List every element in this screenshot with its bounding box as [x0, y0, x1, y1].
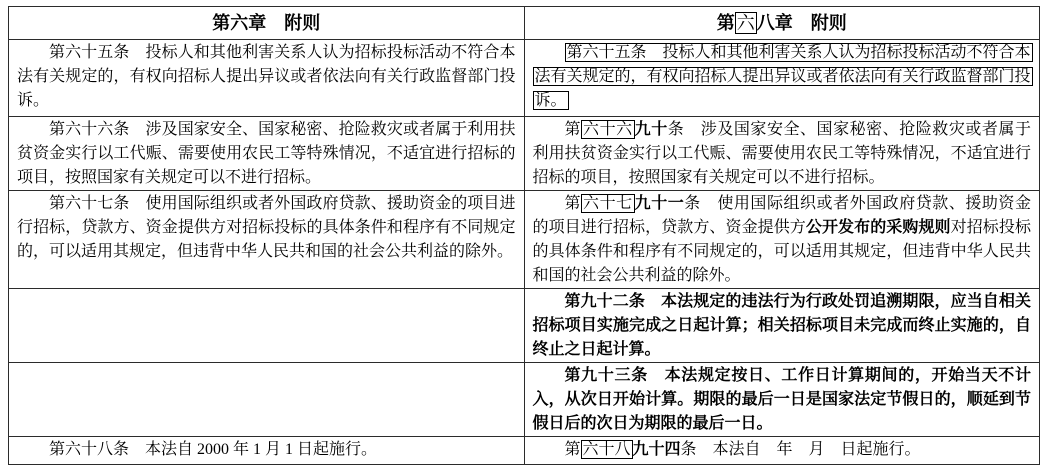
new-article-90-cell	[524, 117, 1040, 191]
new-article-94-cell	[524, 437, 1040, 465]
inserted-number-94: 九十四	[632, 441, 681, 458]
article-90-body: 条 涉及国家安全、国家秘密、抢险救灾或者属于利用扶贫资金实行以工代赈、需要使用农民工等特殊情况，不适宜进行招标的项目，按照国家有关规定可以不进行招标。	[532, 121, 1031, 186]
new-chapter-title-pre: 第	[716, 13, 735, 33]
old-chapter-title: 第六章 附则	[212, 13, 321, 33]
new-article-92-paragraph	[533, 290, 1032, 362]
new-article-91-cell	[524, 191, 1040, 289]
new-article-94-paragraph	[533, 438, 1032, 462]
article-91-pre: 第	[564, 195, 582, 212]
inserted-number-91: 九十一	[634, 195, 685, 212]
old-empty-cell-2	[9, 363, 525, 437]
comparison-table	[8, 6, 1040, 465]
header-old-chapter	[9, 7, 525, 40]
new-chapter-title-rest: 八章 附则	[756, 13, 847, 33]
article-91-body-1: 条 使用国际组织或者外国政府贷款、援助资金的项目进行招标，贷款方、资金提供方	[532, 195, 1031, 236]
deleted-number-68: 六十八	[582, 441, 631, 458]
table-header-row	[9, 7, 1040, 40]
deleted-article-65-paragraph	[533, 41, 1032, 113]
old-article-67-text: 第六十七条 使用国际组织或者外国政府贷款、援助资金的项目进行招标，贷款方、资金提供方对招标投标的具体条件和程序有不同规定的，可以适用其规定，但违背中华人民共和国的社会公共利益的除外。	[17, 195, 516, 260]
old-article-65-text: 第六十五条 投标人和其他利害关系人认为招标投标活动不符合本法有关规定的，有权向招标人提出异议或者依法向有关行政监督部门投诉。	[17, 44, 516, 109]
inserted-phrase-procurement-rules: 公开发布的采购规则	[805, 219, 951, 236]
article-94-pre: 第	[564, 441, 581, 458]
header-new-chapter	[524, 7, 1040, 40]
deleted-chapter-number: 六	[736, 13, 755, 33]
inserted-article-92-text: 第九十二条 本法规定的违法行为行政处罚追溯期限，应当自相关招标项目实施完成之日起计算；相关招标项目未完成而终止实施的，自终止之日起计算。	[532, 293, 1031, 358]
new-article-93-cell	[524, 363, 1040, 437]
new-article-90-paragraph	[533, 118, 1032, 190]
old-article-65-cell	[9, 40, 525, 117]
article-row-92	[9, 289, 1040, 363]
deleted-number-66: 六十六	[583, 121, 633, 138]
article-row-67	[9, 191, 1040, 289]
article-row-66	[9, 117, 1040, 191]
new-article-91-paragraph	[533, 192, 1032, 288]
old-article-66-cell	[9, 117, 525, 191]
deleted-number-67: 六十七	[583, 195, 633, 212]
new-article-92-cell	[524, 289, 1040, 363]
inserted-article-93-text: 第九十三条 本法规定按日、工作日计算期间的，开始当天不计入，从次日开始计算。期限的最后一日是国家法定节假日的，顺延到节假日后的次日为期限的最后一日。	[532, 367, 1031, 432]
new-article-65-cell	[524, 40, 1040, 117]
article-row-93	[9, 363, 1040, 437]
old-article-67-cell	[9, 191, 525, 289]
old-article-66-text: 第六十六条 涉及国家安全、国家秘密、抢险救灾或者属于利用扶贫资金实行以工代赈、需要使用农民工等特殊情况，不适宜进行招标的项目，按照国家有关规定可以不进行招标。	[17, 121, 516, 186]
old-empty-cell-1	[9, 289, 525, 363]
article-row-68	[9, 437, 1040, 465]
old-article-68-cell	[9, 437, 525, 465]
new-article-93-paragraph	[533, 364, 1032, 436]
article-94-body: 条 本法自 年 月 日起施行。	[680, 441, 921, 458]
old-article-68-text: 第六十八条 本法自 2000 年 1 月 1 日起施行。	[49, 441, 378, 458]
inserted-number-90: 九十	[634, 121, 668, 138]
article-91-body-2: 对招标投标的具体条件和程序有不同规定的，可以适用其规定，但违背中华人民共和国的社会公共利益的除外。	[532, 219, 1031, 284]
deleted-article-65-text: 第六十五条 投标人和其他利害关系人认为招标投标活动不符合本法有关规定的，有权向招标人提出异议或者依法向有关行政监督部门投诉。	[534, 44, 1031, 109]
article-90-pre: 第	[564, 121, 582, 138]
article-row-65	[9, 40, 1040, 117]
